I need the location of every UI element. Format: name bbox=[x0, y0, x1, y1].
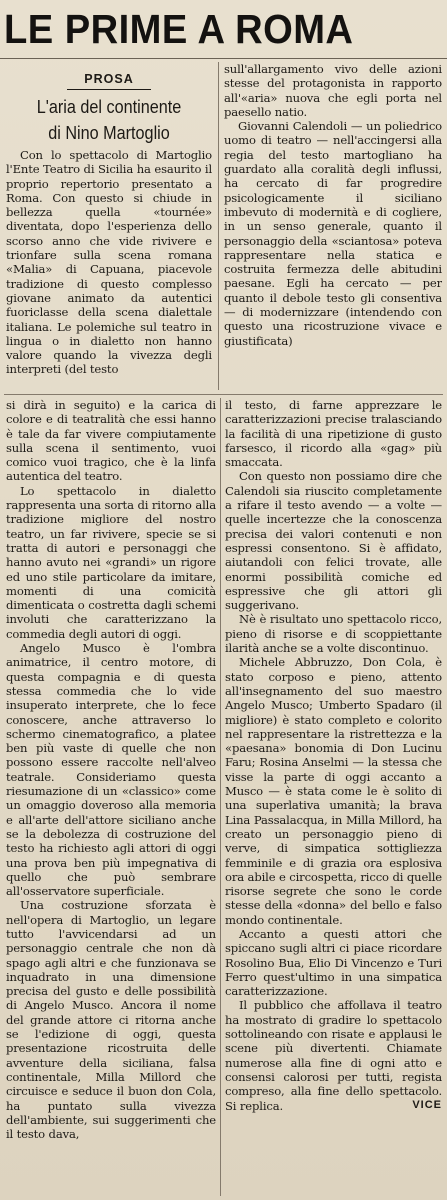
column-3-body bbox=[6, 398, 216, 1141]
paragraph: Giovanni Calendoli — un poliedrico uomo di teatro — nell'accingersi alla regia del testo martogliano ha guardato alla coralità degli influssi, ha cercato di far progredire psicologicamente il siciliano imbevuto di modernità e di cogliere, in un senso generale, quanto il personaggio della «sciantosa» poteva rappresentare nella statica e costruita fermezza delle abitudini paesane. Egli ha cercato — per quanto il debole testo gli consentiva — di modernizzare (intendendo con questo una ricostruzione vivace e giustificata) bbox=[224, 119, 442, 348]
paragraph: Michele Abbruzzo, Don Cola, è stato corposo e pieno, attento all'insegnamento del suo maestro Angelo Musco; Umberto Spadaro (il migliore) è stato completo e colorito nel rappresentare la ristrettezza e la «paesana» bonomia di Don Lucinu Faru; Rosina Anselmi — la stessa che visse la parte di oggi accanto a Musco — è stata come le è solito di una superlativa umanità; la brava Lina Passalacqua, in Milla Millord, ha creato un personaggio pieno di verve, di simpatica sottigliezza femminile e di grazia ora esplosiva ora abile e circospetta, ricco di quelle risorse segrete che sono le corde stesse della «donna» del bello e falso mondo continentale. bbox=[225, 655, 442, 927]
headline-rule bbox=[0, 58, 447, 59]
paragraph: Una costruzione sforzata è nell'opera di Martoglio, un legare tutto l'avvicendarsi ad un personaggio centrale che non dà spago agli altri e che funzionava se inquadrato in una dimensione precisa del gusto e delle possibilità di Angelo Musco. Ancora il nome del grande attore ci ritorna anche se l'edizione di oggi, questa presentazione ricostruita delle avventure della siciliana, falsa continentale, Milla Millord che circuisce e seduce il buon don Cola, ha puntato sulla vivezza dell'ambiente, sui suggerimenti che il testo dava, bbox=[6, 898, 216, 1142]
page-headline: LE PRIME A ROMA bbox=[4, 6, 354, 52]
paragraph: il testo, di farne apprezzare le caratterizzazioni precise tralasciando la facilità di una ripetizione di gusto farsesco, il ricordo alla «gag» più smaccata. bbox=[225, 398, 442, 470]
paragraph: Angelo Musco è l'ombra animatrice, il centro motore, di questa compagnia e di questa stessa commedia che lo vide insuperato interprete, che lo fece conoscere, anche attraverso lo schermo cinematografico, a platee ben più vaste di quelle che non possono essere raccolte nell'alveo teatrale. Consideriamo questa riesumazione di un «classico» come un omaggio doveroso alla memoria e all'arte dell'attore siciliano anche se la debolezza di costruzione del testo ha richiesto agli attori di oggi una prova ben più impegnativa di quello che può sembrare all'osservatore superficiale. bbox=[6, 641, 216, 899]
author-signature: VICE bbox=[412, 1098, 442, 1111]
paragraph: Con questo non possiamo dire che Calendoli sia riuscito completamente a rifare il testo avendo — a volte — quelle incertezze che la conoscenza precisa dei valori contenuti e non espressi consentono. Si è affidato, aiutandoli con felici trovate, alle enormi possibilità comiche ed espressive che gli attori gli suggerivano. bbox=[225, 469, 442, 613]
paragraph: Con lo spettacolo di Martoglio l'Ente Teatro di Sicilia ha esaurito il proprio repertorio presentato a Roma. Con questo si chiude in bellezza quella «tournée» diventata, dopo l'esperienza dello scorso anno che vide rivivere e trionfare sulla scena romana «Malia» di Capuana, piacevole tradizione di questo complesso giovane animato da autentici fuoriclasse della scena dialettale italiana. Le polemiche sul teatro in lingua o in dialetto non hanno valore quando la vivezza degli interpreti (del testo bbox=[6, 148, 212, 377]
column-2-body bbox=[224, 62, 442, 348]
paragraph: sull'allargamento vivo delle azioni stesse del protagonista in rapporto all'«aria» nuova che egli porta nel paesello natio. bbox=[224, 62, 442, 119]
column-4 bbox=[225, 398, 442, 1196]
paragraph: Lo spettacolo in dialetto rappresenta una sorta di ritorno alla tradizione migliore del nostro teatro, un far rivivere, specie se si tratta di autori e personaggi che hanno avuto nei «grandi» un rigore ed uno stile particolare da imitare, momenti di una comicità dimenticata o costretta dagli schemi involuti che caratterizzano la commedia degli autori di oggi. bbox=[6, 483, 216, 641]
column-1-body bbox=[6, 148, 212, 377]
paragraph: Accanto a questi attori che spiccano sugli altri ci piace ricordare Rosolino Bua, Elio Di Vincenzo e Turi Ferro quest'ultimo in una simpatica caratterizzazione. bbox=[225, 926, 442, 999]
section-underline bbox=[67, 89, 151, 90]
column-divider bbox=[218, 62, 219, 390]
paragraph: Il pubblico che affollava il teatro ha mostrato di gradire lo spettacolo sottolineando con risate e applausi le scene più divertenti. Chiamate numerose alla fine di ogni atto e consensi calorosi per tutti, regista compreso, alla fine dello spettacolo. Si replica. bbox=[225, 998, 442, 1113]
article-title-line-2: di Nino Martoglio bbox=[48, 123, 170, 143]
column-3 bbox=[6, 398, 216, 1196]
paragraph: Nè è risultato uno spettacolo ricco, pieno di risorse e di scoppiettante ilarità anche se a volte discontinuo. bbox=[225, 612, 442, 656]
column-divider bbox=[220, 398, 221, 1196]
section-label: PROSA bbox=[84, 72, 134, 86]
paragraph: si dirà in seguito) e la carica di colore e di teatralità che essi hanno è tale da far vivere compiutamente sulla scena il sentimento, vuoi comico vuoi tragico, che è la linfa autentica del teatro. bbox=[6, 398, 216, 484]
column-2 bbox=[224, 62, 442, 390]
horizontal-divider bbox=[4, 394, 443, 395]
column-4-body bbox=[225, 398, 442, 1113]
column-1 bbox=[6, 60, 212, 390]
article-title-line-1: L'aria del continente bbox=[36, 97, 182, 117]
